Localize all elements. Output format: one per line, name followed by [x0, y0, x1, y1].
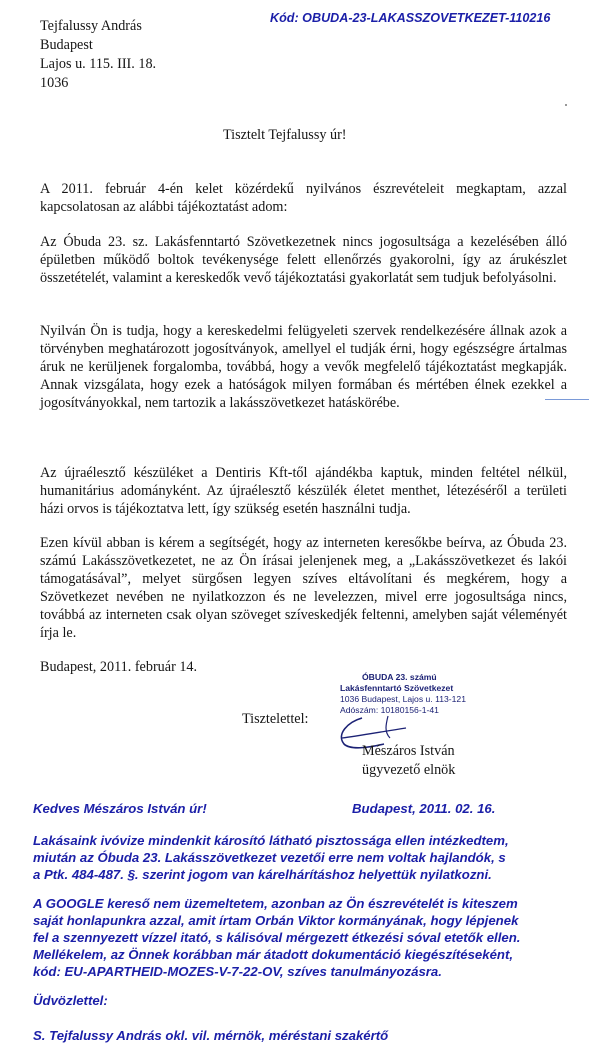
reply-date: Budapest, 2011. 02. 16. [352, 801, 496, 816]
reply-regards: Üdvözlettel: [33, 993, 108, 1008]
paragraph-1: A 2011. február 4-én kelet közérdekű nyilvános észrevételeit megkaptam, azzal kapcsolatosan az alábbi tájékoztatást adom: [40, 181, 567, 215]
sender-name: Tejfalussy András [40, 18, 142, 34]
paragraph-2: Az Óbuda 23. sz. Lakásfenntartó Szövetkezetnek nincs jogosultsága a kezelésében álló épületben működő boltok tevékenysége felett ellenőrzés gyakorolni, így az árukészlet összetételét, valamint a kereskedők vevő tájékoztatási gyakorlatát sem tudjuk befolyásolni. [40, 234, 567, 286]
reply-greeting: Kedves Mészáros István úr! [33, 801, 207, 816]
sender-street: Lajos u. 115. III. 18. [40, 56, 157, 72]
reply-p1-line: a Ptk. 484-487. §. szerint jogom van kárelhárításhoz helyettük nyilatkozni. [33, 867, 492, 882]
salutation: Tisztelt Tejfalussy úr! [223, 127, 347, 143]
reply-p2-line: A GOOGLE kereső nem üzemeltetem, azonban az Ön észrevételét is kiteszem [33, 896, 518, 911]
sender-address [40, 17, 156, 93]
reply-p2-line: fel a szennyezett vízzel itató, s kálisóval mérgezett étkezési sóval etetők ellen. [33, 930, 521, 945]
signer-title: ügyvezető elnök [362, 762, 456, 778]
scan-speck [565, 104, 567, 106]
reply-paragraph-1 [33, 832, 509, 883]
reply-p1-line: miután az Óbuda 23. Lakásszövetkezet vezetői erre nem voltak hajlandók, s [33, 850, 506, 865]
closing: Tisztelettel: [242, 711, 309, 727]
reply-p2-line: kód: EU-APARTHEID-MOZES-V-7-22-OV, szíves tanulmányozásra. [33, 964, 442, 979]
reply-signature: S. Tejfalussy András okl. vil. mérnök, méréstani szakértő [33, 1028, 389, 1043]
stamp-line-4: Adószám: 10180156-1-41 [340, 705, 439, 715]
stamp-line-3: 1036 Budapest, Lajos u. 113-121 [340, 694, 466, 704]
paragraph-5: Ezen kívül abban is kérem a segítségét, hogy az interneten keresőkbe beírva, az Óbuda 23. számú Lakásszövetkezetet, ne az Ön írásai jelenjenek meg, a „Lakásszövetkezet és lakói támogatásával”, melyet sürgősen legyen szíves eltávolítani és megkérem, hogy a Szövetkezet nevében ne nyilatkozzon és ne levelezzen, mivel erre jogosultsága nincs, továbbá az interneten csak olyan szöveget szíveskedjék feltenni, amelyben saját véleményét írja le. [40, 535, 567, 641]
stamp-line-2: Lakásfenntartó Szövetkezet [340, 683, 454, 693]
reply-p2-line: Mellékelem, az Önnek korábban már átadott dokumentáció kiegészítéseként, [33, 947, 514, 962]
stamp-line-1: ÓBUDA 23. számú [362, 672, 437, 682]
scan-line-mark [545, 399, 589, 400]
letter-date: Budapest, 2011. február 14. [40, 659, 198, 675]
signer-name: Mészáros István [362, 743, 455, 759]
document-code: Kód: OBUDA-23-LAKASSZOVETKEZET-110216 [270, 11, 551, 25]
reply-paragraph-2 [33, 895, 520, 980]
reply-p1-line: Lakásaink ivóvize mindenkit károsító látható pisztossága ellen intézkedtem, [33, 833, 509, 848]
reply-p2-line: saját honlapunkra azzal, amit írtam Orbán Viktor kormányának, hogy lépjenek [33, 913, 519, 928]
paragraph-4: Az újraélesztő készüléket a Dentiris Kft-től ajándékba kaptuk, minden feltétel nélkül, humanitárius adományként. Az újraélesztő készülék életet menthet, létezéséről a területi házi orvos is tájékoztatva lett, így szükség esetén használni tudja. [40, 465, 567, 517]
sender-city: Budapest [40, 37, 93, 53]
paragraph-3: Nyilván Ön is tudja, hogy a kereskedelmi felügyeleti szervek rendelkezésére állnak azok a törvényben meghatározott jogosítványok, amellyel el tudják érni, hogy egészségre ártalmas áruk ne kerüljenek forgalomba, továbbá, hogy a vevők megfelelő tájékoztatást megkapják. Annak vizsgálata, hogy ezek a hatóságok milyen formában és mértében élnek ezekkel a jogosítványokkal, nem tartozik a lakásszövetkezet hatáskörébe. [40, 323, 567, 411]
sender-postcode: 1036 [40, 75, 69, 91]
